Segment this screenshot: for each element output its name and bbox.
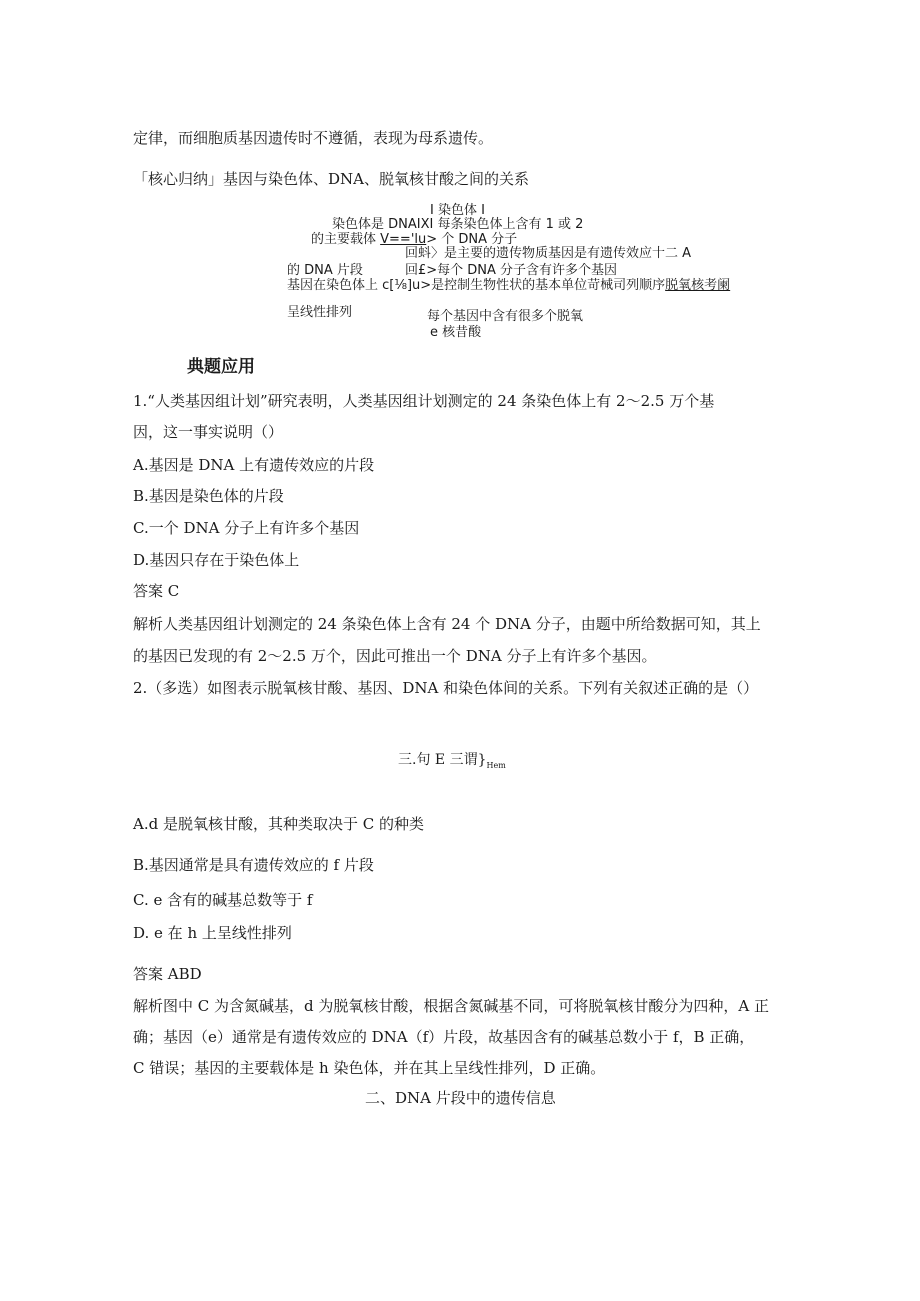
diagram-line-6a: 基因在染色体上 c[⅛]u>是控制生物性状的基本单位苛械司列顺序 (287, 278, 666, 293)
q1-option-b: B.基因是染色体的片段 (133, 487, 284, 505)
q2-analysis-line-2: 确；基因（e）通常是有遗传效应的 DNA（f）片段，故基因含有的碱基总数小于 f，B 正确， (133, 1028, 755, 1046)
q2-option-c: C. e 含有的碱基总数等于 f (133, 891, 313, 909)
q1-option-d: D.基因只存在于染色体上 (133, 551, 300, 569)
q1-analysis-line-2: 的基因已发现的有 2～2.5 万个，因此可推出一个 DNA 分子上有许多个基因。 (133, 647, 657, 665)
q2-option-a: A.d 是脱氧核甘酸，其种类取决于 C 的种类 (133, 815, 424, 833)
q2-option-d: D. e 在 h 上呈线性排列 (133, 924, 292, 942)
q2-analysis-line-1: 解析图中 C 为含氮碱基，d 为脱氧核甘酸，根据含氮碱基不同，可将脱氧核甘酸分为四种，A 正 (133, 997, 769, 1015)
q2-figure-small: Hem (486, 760, 506, 770)
diagram-line-6b: 脱氧核考阑 (665, 278, 731, 293)
diagram-line-5b: 回£>每个 DNA 分子含有许多个基因 (405, 263, 618, 278)
diagram-line-1: I 染色体 I (430, 203, 485, 218)
section-heading: 典题应用 (187, 357, 255, 377)
diagram-line-6 (287, 278, 730, 294)
q1-stem-line-1: 1.“人类基因组计划”研究表明，人类基因组计划测定的 24 条染色体上有 2～2.5 万个基 (133, 392, 715, 410)
intro-line-1: 定律，而细胞质基因遗传时不遵循，表现为母系遗传。 (133, 129, 494, 147)
q1-option-a: A.基因是 DNA 上有遗传效应的片段 (133, 456, 375, 474)
diagram-line-4: 回蚪〉是主要的遗传物质基因是有遗传效应十二 A (405, 246, 692, 261)
diagram-line-3b: V=='lu (380, 232, 427, 247)
diagram-line-3a: 的主要载体 (311, 232, 381, 247)
q2-analysis-line-3: C 错误；基因的主要载体是 h 染色体，并在其上呈线性排列，D 正确。 (133, 1059, 606, 1077)
next-section-title: 二、DNA 片段中的遗传信息 (365, 1089, 556, 1107)
diagram-line-3c: > 个 DNA 分子 (426, 232, 518, 247)
q2-figure (398, 751, 506, 775)
q1-option-c: C.一个 DNA 分子上有许多个基因 (133, 519, 360, 537)
diagram-line-5a: 的 DNA 片段 (287, 263, 363, 278)
q1-analysis-line-1: 解析人类基因组计划测定的 24 条染色体上含有 24 个 DNA 分子，由题中所给数据可知，其上 (133, 615, 761, 633)
q1-answer: 答案 C (133, 582, 180, 600)
core-summary-title: 「核心归纳」基因与染色体、DNA、脱氧核甘酸之间的关系 (133, 170, 529, 188)
diagram-line-2: 染色体是 DNAIXI 每条染色体上含有 1 或 2 (332, 217, 584, 232)
q2-answer: 答案 ABD (133, 965, 202, 983)
diagram-line-7a: 呈线性排列 (287, 305, 353, 320)
diagram-line-8: e 核昔酸 (430, 325, 482, 340)
q2-figure-text: 三.句 E 三谓} (398, 752, 487, 768)
diagram-line-7b: 每个基因中含有很多个脱氧 (427, 309, 584, 324)
q2-stem: 2.（多选）如图表示脱氧核甘酸、基因、DNA 和染色体间的关系。下列有关叙述正确的是（） (133, 679, 759, 697)
q2-option-b: B.基因通常是具有遗传效应的 f 片段 (133, 856, 374, 874)
q1-stem-line-2: 因，这一事实说明（） (133, 423, 284, 441)
